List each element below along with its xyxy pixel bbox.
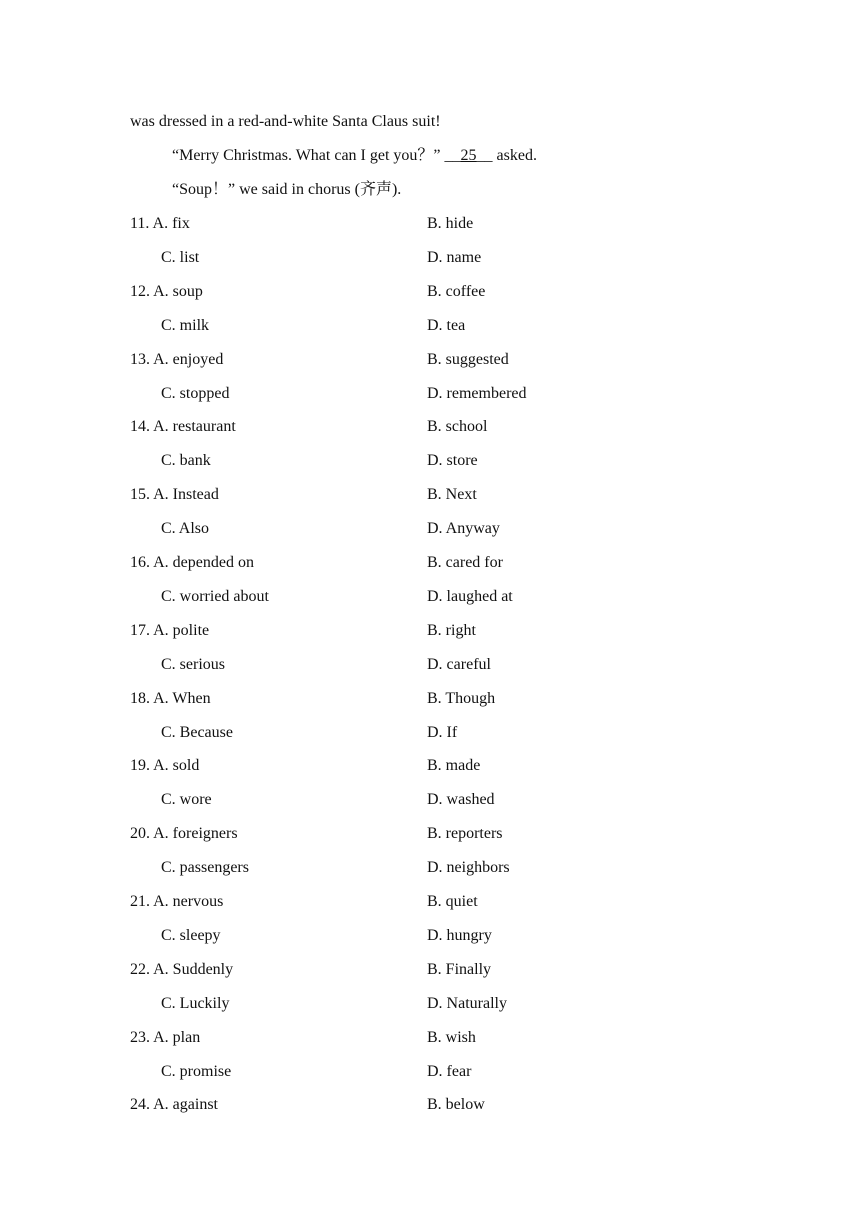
question-number: 12. <box>130 283 150 300</box>
question-number: 21. <box>130 893 150 910</box>
question-row <box>130 282 203 302</box>
question-row <box>130 553 254 573</box>
question-row <box>130 1095 218 1115</box>
option-b: B. Though <box>427 690 496 707</box>
option-c: C. promise <box>161 1063 232 1080</box>
option-b: B. right <box>427 622 476 639</box>
option-d: D. hungry <box>427 927 492 944</box>
option-c: C. passengers <box>161 859 249 876</box>
option-a: A. fix <box>152 215 190 232</box>
option-b: B. suggested <box>427 351 509 368</box>
option-d: D. Naturally <box>427 995 507 1012</box>
option-c: C. milk <box>161 317 210 334</box>
option-b: B. reporters <box>427 825 503 842</box>
option-d: D. careful <box>427 656 491 673</box>
option-b: B. quiet <box>427 893 478 910</box>
option-a: A. Suddenly <box>153 961 234 978</box>
question-row <box>130 689 211 709</box>
option-a: A. depended on <box>153 554 254 571</box>
option-d: D. laughed at <box>427 588 513 605</box>
option-d: D. If <box>427 724 458 741</box>
question-number: 15. <box>130 486 150 503</box>
option-d: D. Anyway <box>427 520 500 537</box>
option-c: C. stopped <box>161 385 230 402</box>
option-c: C. worried about <box>161 588 269 605</box>
option-d: D. fear <box>427 1063 472 1080</box>
option-a: A. polite <box>153 622 210 639</box>
question-row <box>130 1028 200 1048</box>
question-number: 23. <box>130 1029 150 1046</box>
question-number: 20. <box>130 825 150 842</box>
option-a: A. sold <box>153 757 200 774</box>
option-c: C. Because <box>161 724 233 741</box>
option-c: C. Also <box>161 520 210 537</box>
option-a: A. against <box>153 1096 218 1113</box>
option-b: B. Next <box>427 486 477 503</box>
question-row <box>130 960 233 980</box>
option-b: B. below <box>427 1096 485 1113</box>
passage-line-3: “Soup！” we said in chorus (齐声). <box>172 181 402 198</box>
question-row <box>130 756 199 776</box>
question-row <box>130 824 238 844</box>
passage-line-2-before: “Merry Christmas. What can I get you？” __ <box>172 147 461 164</box>
option-a: A. When <box>153 690 211 707</box>
option-d: D. washed <box>427 791 495 808</box>
option-a: A. plan <box>153 1029 201 1046</box>
option-b: B. Finally <box>427 961 492 978</box>
question-row <box>130 417 236 437</box>
option-a: A. foreigners <box>153 825 238 842</box>
question-number: 14. <box>130 418 150 435</box>
question-number: 19. <box>130 757 150 774</box>
option-b: B. hide <box>427 215 474 232</box>
option-b: B. coffee <box>427 283 486 300</box>
question-row <box>130 485 219 505</box>
passage-line-2-after: __ asked. <box>476 147 537 164</box>
option-d: D. store <box>427 452 478 469</box>
option-a: A. enjoyed <box>153 351 224 368</box>
question-row <box>130 214 190 234</box>
option-c: C. serious <box>161 656 225 673</box>
question-row <box>130 350 223 370</box>
question-row <box>130 892 223 912</box>
option-a: A. nervous <box>153 893 224 910</box>
option-c: C. bank <box>161 452 211 469</box>
question-number: 18. <box>130 690 150 707</box>
option-b: B. cared for <box>427 554 503 571</box>
option-a: A. Instead <box>153 486 219 503</box>
option-b: B. made <box>427 757 481 774</box>
option-d: D. neighbors <box>427 859 510 876</box>
question-number: 17. <box>130 622 150 639</box>
question-number: 13. <box>130 351 150 368</box>
option-c: C. wore <box>161 791 212 808</box>
passage-line-1: was dressed in a red-and-white Santa Claus suit! <box>130 113 441 130</box>
question-number: 22. <box>130 961 150 978</box>
option-a: A. restaurant <box>153 418 236 435</box>
option-c: C. list <box>161 249 200 266</box>
option-c: C. sleepy <box>161 927 221 944</box>
blank-number: 25 <box>460 147 477 164</box>
option-d: D. tea <box>427 317 466 334</box>
option-b: B. wish <box>427 1029 476 1046</box>
option-a: A. soup <box>153 283 203 300</box>
option-d: D. remembered <box>427 385 527 402</box>
passage-line-2 <box>172 146 537 166</box>
option-b: B. school <box>427 418 488 435</box>
option-d: D. name <box>427 249 482 266</box>
option-c: C. Luckily <box>161 995 230 1012</box>
question-number: 16. <box>130 554 150 571</box>
question-row <box>130 621 209 641</box>
question-number: 11. <box>130 215 150 232</box>
question-number: 24. <box>130 1096 150 1113</box>
